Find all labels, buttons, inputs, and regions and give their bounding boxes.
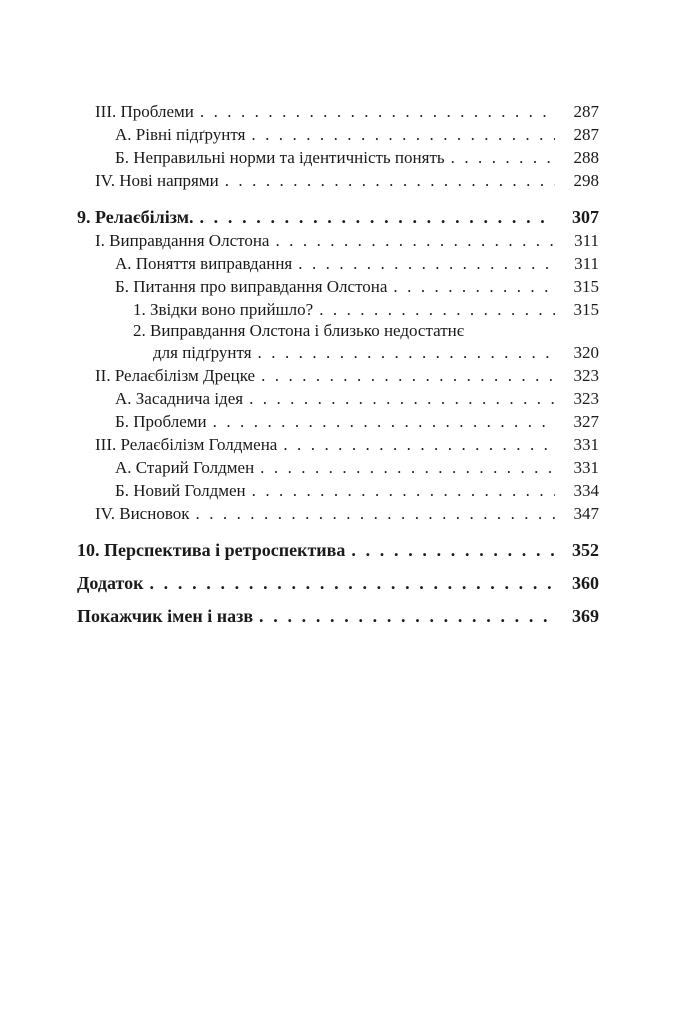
leader-dots <box>196 502 556 525</box>
toc-entry-page: 331 <box>557 433 599 456</box>
toc-entry-page: 334 <box>557 479 599 502</box>
leader-dots <box>251 123 555 146</box>
toc-entry-title: А. Поняття виправдання <box>115 252 298 275</box>
toc-entry[interactable] <box>0 433 690 456</box>
toc-entry[interactable] <box>0 169 690 192</box>
toc-entry[interactable] <box>0 298 690 321</box>
leader-dots <box>258 341 555 364</box>
toc-chapter-title: Додаток <box>77 572 149 595</box>
leader-dots <box>283 433 555 456</box>
toc-entry-page: 311 <box>557 229 599 252</box>
toc-chapter[interactable] <box>0 539 690 562</box>
toc-entry-title: II. Релаєбілізм Дрецке <box>95 364 261 387</box>
toc-entry-page: 347 <box>557 502 599 525</box>
toc-entry-page: 315 <box>557 298 599 321</box>
toc-chapter-page: 369 <box>557 605 599 628</box>
toc-entry[interactable] <box>0 410 690 433</box>
toc-entry-page: 287 <box>557 100 599 123</box>
toc-entry-title: III. Релаєбілізм Голдмена <box>95 433 283 456</box>
toc-entry-title: Б. Питання про виправдання Олстона <box>115 275 393 298</box>
leader-dots <box>298 252 555 275</box>
toc-entry-page: 323 <box>557 387 599 410</box>
leader-dots <box>213 410 555 433</box>
toc-entry-page: 315 <box>557 275 599 298</box>
toc-entry-title: IV. Нові напрями <box>95 169 225 192</box>
leader-dots <box>252 479 555 502</box>
toc-entry[interactable] <box>0 123 690 146</box>
toc-entry[interactable] <box>0 275 690 298</box>
toc-chapter[interactable] <box>0 572 690 595</box>
toc-entry-page: 311 <box>557 252 599 275</box>
leader-dots <box>393 275 555 298</box>
toc-chapter-page: 352 <box>557 539 599 562</box>
toc-entry-title: IV. Висновок <box>95 502 196 525</box>
toc-entry-page: 298 <box>557 169 599 192</box>
toc-entry-title: Б. Неправильні норми та ідентичність понять <box>115 146 451 169</box>
leader-dots <box>351 539 555 562</box>
toc-entry-page: 323 <box>557 364 599 387</box>
toc-entry-title: А. Рівні підґрунтя <box>115 123 251 146</box>
leader-dots <box>260 456 555 479</box>
toc-entry[interactable] <box>0 146 690 169</box>
toc-entry-title: Б. Проблеми <box>115 410 213 433</box>
leader-dots <box>199 206 555 229</box>
toc-chapter[interactable] <box>0 206 690 229</box>
toc-chapter-title: 10. Перспектива і ретроспектива <box>77 539 351 562</box>
toc-chapter-title: Покажчик імен і назв <box>77 605 259 628</box>
toc-chapter-page: 307 <box>557 206 599 229</box>
toc-entry[interactable] <box>0 364 690 387</box>
toc-entry-page: 327 <box>557 410 599 433</box>
toc-chapter-title: 9. Релаєбілізм. <box>77 206 199 229</box>
toc-entry[interactable] <box>0 456 690 479</box>
toc-entry-title: А. Старий Голдмен <box>115 456 260 479</box>
toc-entry[interactable] <box>0 100 690 123</box>
toc-entry-title: I. Виправдання Олстона <box>95 229 275 252</box>
leader-dots <box>249 387 555 410</box>
toc-entry[interactable] <box>0 479 690 502</box>
toc-entry[interactable] <box>0 387 690 410</box>
toc-chapter[interactable] <box>0 605 690 628</box>
toc-entry-title: А. Засаднича ідея <box>115 387 249 410</box>
toc-entry[interactable] <box>0 229 690 252</box>
toc-entry-page: 320 <box>557 341 599 364</box>
toc-entry[interactable] <box>0 502 690 525</box>
toc-entry-page: 331 <box>557 456 599 479</box>
toc-entry-first-line[interactable] <box>0 321 690 341</box>
leader-dots <box>319 298 555 321</box>
leader-dots <box>259 605 555 628</box>
toc-entry-title: Б. Новий Голдмен <box>115 479 252 502</box>
leader-dots <box>451 146 555 169</box>
toc-entry-title-line1: 2. Виправдання Олстона і близько недостатнє <box>133 321 465 340</box>
toc-entry[interactable] <box>0 252 690 275</box>
toc-entry-title: для підґрунтя <box>153 341 258 364</box>
toc-entry-page: 287 <box>557 123 599 146</box>
leader-dots <box>200 100 555 123</box>
toc-entry-title: III. Проблеми <box>95 100 200 123</box>
toc-entry-title: 1. Звідки воно прийшло? <box>133 298 319 321</box>
leader-dots <box>225 169 555 192</box>
leader-dots <box>261 364 555 387</box>
leader-dots <box>275 229 555 252</box>
toc-entry-page: 288 <box>557 146 599 169</box>
toc-entry[interactable] <box>20 341 690 364</box>
table-of-contents <box>0 100 690 628</box>
toc-chapter-page: 360 <box>557 572 599 595</box>
leader-dots <box>149 572 555 595</box>
